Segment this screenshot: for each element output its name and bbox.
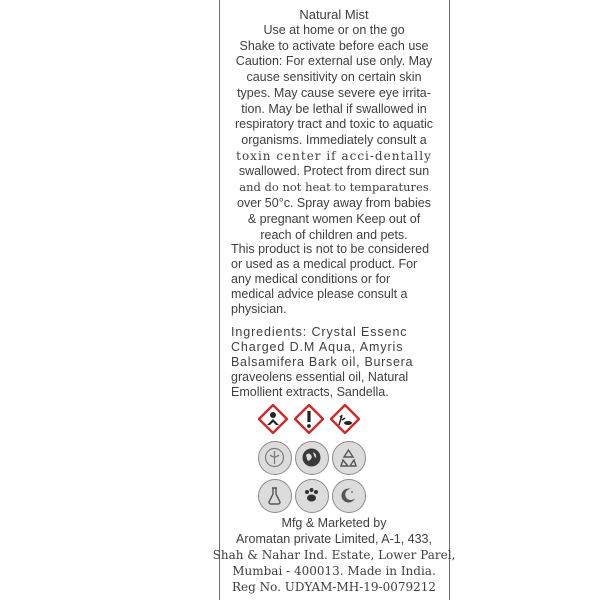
warning-line: toxin center if acci-dentally <box>236 149 432 163</box>
warning-line: & pregnant women Keep out of <box>247 212 421 226</box>
ingredients-line: Charged D.M Aqua, Amyris <box>231 340 404 354</box>
address-line-2: Mumbai - 400013. Made in India. <box>232 564 436 578</box>
manufacturer-label: Mfg & Marketed by <box>281 516 387 530</box>
ingredients-line: Emollient extracts, Sandella. <box>231 385 389 399</box>
shake-line: Shake to activate before each use <box>239 39 429 53</box>
warning-line: tion. May be lethal if swallowed in <box>241 102 427 116</box>
environment-hazard-icon <box>330 404 360 434</box>
warning-line: swallowed. Protect from direct sun <box>238 164 430 178</box>
left-fold-line <box>219 0 220 600</box>
registration-number: Reg No. UDYAM-MH-19-0079212 <box>231 580 437 594</box>
ingredients-line: graveolens essential oil, Natural <box>231 370 409 384</box>
address-line-1: Shah & Nahar Ind. Estate, Lower Parel, <box>212 548 456 562</box>
recyclable-badge-icon <box>332 441 366 475</box>
warning-line: over 50°c. Spray away from babies <box>237 196 431 210</box>
warning-line: types. May cause severe eye irrita- <box>237 86 431 100</box>
exclamation-icon <box>294 404 324 434</box>
warning-line: and do not heat to temparatures <box>239 180 429 194</box>
disclaimer-line: This product is not to be considered <box>231 242 430 256</box>
company-name: Aromatan private Limited, A-1, 433, <box>236 532 432 546</box>
warning-line: reach of children and pets. <box>260 228 408 242</box>
ingredients-line: Balsamifera Bark oil, Bursera <box>231 355 414 369</box>
right-fold-line <box>449 0 450 600</box>
ingredients-line: Ingredients: Crystal Essenc <box>231 325 408 339</box>
natural-ingredients-badge-icon <box>258 441 292 475</box>
caution-line: Caution: For external use only. May <box>235 54 433 68</box>
night-use-badge-icon <box>332 479 366 513</box>
earth-friendly-badge-icon <box>295 441 329 475</box>
warning-line: respiratory tract and toxic to aquatic <box>234 117 434 131</box>
warning-line: cause sensitivity on certain skin <box>246 70 422 84</box>
product-title: Natural Mist <box>299 7 369 22</box>
usage-line: Use at home or on the go <box>263 23 405 37</box>
disclaimer-line: any medical conditions or for <box>231 272 391 286</box>
health-hazard-icon <box>258 404 288 434</box>
warning-line: organisms. Immediately consult a <box>241 133 427 147</box>
disclaimer-line: or used as a medical product. For <box>231 257 418 271</box>
paraben-free-badge-icon <box>258 479 292 513</box>
not-tested-on-animals-badge-icon <box>295 479 329 513</box>
disclaimer-line: physician. <box>231 302 287 316</box>
disclaimer-line: medical advice please consult a <box>231 287 408 301</box>
